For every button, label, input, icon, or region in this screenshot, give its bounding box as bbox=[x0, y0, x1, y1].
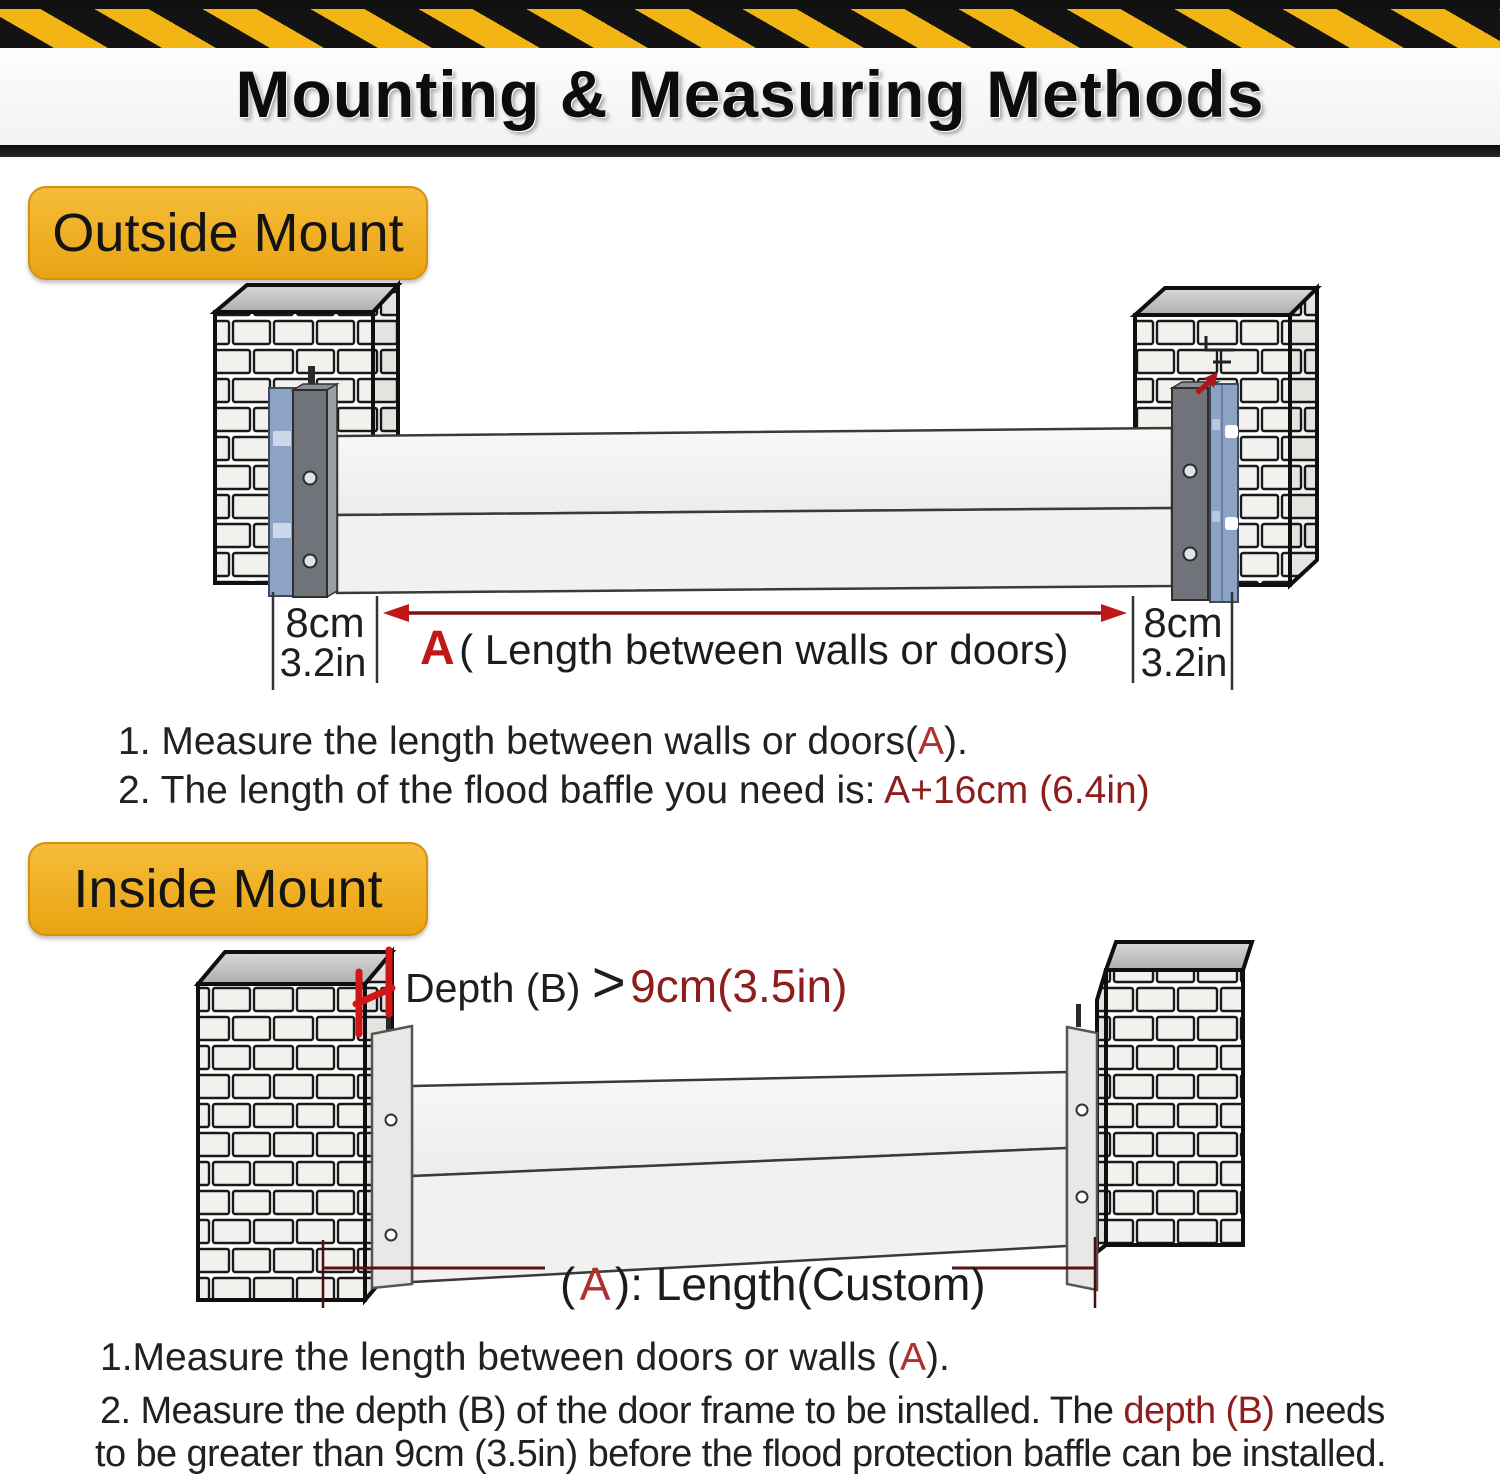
left-offset-in: 3.2in bbox=[279, 641, 367, 685]
inside-flood-barrier-panel bbox=[412, 1072, 1067, 1282]
greater-than-sign: > bbox=[591, 950, 626, 1015]
outside-step2-text: 2. The length of the flood baffle you need is: bbox=[118, 769, 885, 812]
screw-hole bbox=[1184, 548, 1197, 561]
depth-label-black: Depth (B) bbox=[405, 965, 592, 1011]
custom-length-open: ( bbox=[560, 1258, 576, 1310]
inside-step1-end: ). bbox=[925, 1336, 950, 1379]
left-mounting-channel bbox=[269, 366, 337, 597]
page-title: Mounting & Measuring Methods bbox=[235, 57, 1265, 131]
inside-step-2-line-1 bbox=[100, 1390, 1385, 1433]
inside-left-channel bbox=[372, 1008, 412, 1288]
custom-length-rest: ): Length(Custom) bbox=[614, 1258, 986, 1310]
length-a-description: ( Length between walls or doors) bbox=[459, 626, 1069, 673]
top-black-strip bbox=[0, 0, 1500, 9]
custom-length-a: A bbox=[579, 1258, 611, 1310]
inside-right-pillar bbox=[1097, 942, 1252, 1252]
outside-step1-a: A bbox=[917, 720, 944, 763]
right-gasket-strip bbox=[1210, 384, 1238, 602]
left-offset-cm: 8cm bbox=[285, 599, 365, 646]
screw-hole bbox=[304, 555, 317, 568]
outside-mount-diagram bbox=[0, 280, 1500, 700]
screw-hole bbox=[1184, 465, 1197, 478]
screw-hole bbox=[386, 1115, 397, 1126]
outside-step1-end: ). bbox=[943, 720, 968, 763]
custom-length-label bbox=[560, 1258, 986, 1310]
title-underline-bar bbox=[0, 145, 1500, 157]
inside-step2-depth: depth (B) bbox=[1123, 1390, 1275, 1432]
inside-step2-end: needs bbox=[1274, 1390, 1385, 1432]
dimension-arrow bbox=[383, 604, 1127, 622]
inside-step2-text: 2. Measure the depth (B) of the door frame to be installed. The bbox=[100, 1390, 1124, 1432]
depth-label bbox=[405, 950, 847, 1015]
screw-hole bbox=[1077, 1105, 1088, 1116]
right-offset-cm: 8cm bbox=[1143, 599, 1223, 646]
depth-label-red: 9cm(3.5in) bbox=[630, 960, 848, 1012]
hazard-stripe-band bbox=[0, 9, 1500, 48]
inside-mount-badge-label: Inside Mount bbox=[73, 859, 383, 919]
screw-hole bbox=[386, 1230, 397, 1241]
outside-mount-badge bbox=[28, 186, 428, 280]
inside-mount-diagram bbox=[0, 935, 1500, 1330]
inside-step-1 bbox=[100, 1336, 950, 1380]
right-mounting-channel bbox=[1172, 372, 1238, 602]
screw-hole bbox=[1077, 1192, 1088, 1203]
left-gasket-strip bbox=[269, 388, 295, 596]
length-a-letter: A bbox=[420, 622, 455, 675]
inside-step-2-line-2 bbox=[95, 1433, 1386, 1475]
right-offset-in: 3.2in bbox=[1140, 641, 1228, 685]
inside-step1-a: A bbox=[899, 1336, 926, 1379]
screw-hole bbox=[304, 472, 317, 485]
flood-barrier-panel bbox=[337, 428, 1172, 593]
inside-step2-continued: to be greater than 9cm (3.5in) before the flood protection baffle can be installed. bbox=[95, 1433, 1386, 1475]
outside-step1-text: 1. Measure the length between walls or doors( bbox=[118, 720, 918, 763]
length-a-label bbox=[420, 622, 1068, 675]
inside-step1-text: 1.Measure the length between doors or walls ( bbox=[100, 1336, 900, 1379]
inside-right-channel bbox=[1067, 1004, 1097, 1290]
outside-step-1 bbox=[118, 720, 968, 764]
outside-dimensions bbox=[273, 592, 1232, 690]
outside-step-2 bbox=[118, 769, 1150, 813]
outside-step2-formula: A+16cm (6.4in) bbox=[884, 769, 1150, 812]
inside-mount-badge bbox=[28, 842, 428, 936]
outside-mount-badge-label: Outside Mount bbox=[52, 203, 404, 263]
